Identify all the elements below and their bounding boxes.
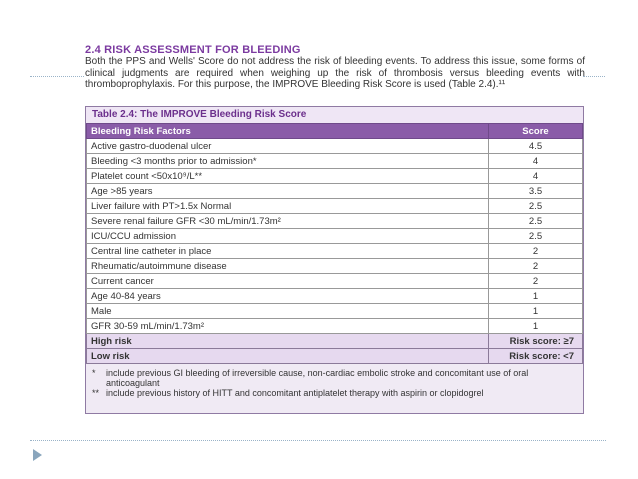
risk-factor-cell: ICU/CCU admission — [87, 229, 489, 244]
footnote-mark: ** — [92, 388, 100, 398]
table-caption: Table 2.4: The IMPROVE Bleeding Risk Score — [86, 107, 583, 123]
table-row — [87, 319, 583, 334]
slide-divider-bottom — [30, 440, 606, 441]
table-row — [87, 169, 583, 184]
header-score: Score — [489, 124, 583, 139]
table-row — [87, 184, 583, 199]
score-cell: 4 — [489, 169, 583, 184]
table-footnotes — [86, 364, 583, 398]
risk-factor-cell: Rheumatic/autoimmune disease — [87, 259, 489, 274]
table-row — [87, 229, 583, 244]
risk-level-score: Risk score: ≥7 — [489, 334, 583, 349]
slide-divider-top-right — [583, 76, 605, 77]
table-body — [87, 139, 583, 364]
score-cell: 2.5 — [489, 199, 583, 214]
score-cell: 3.5 — [489, 184, 583, 199]
score-cell: 2.5 — [489, 214, 583, 229]
table-row — [87, 154, 583, 169]
risk-factor-cell: Current cancer — [87, 274, 489, 289]
slide-divider-top-left — [30, 76, 84, 77]
risk-level-row — [87, 334, 583, 349]
risk-factor-cell: Male — [87, 304, 489, 319]
table-row — [87, 139, 583, 154]
risk-level-label: Low risk — [87, 349, 489, 364]
risk-factor-cell: Bleeding <3 months prior to admission* — [87, 154, 489, 169]
table-row — [87, 274, 583, 289]
risk-factor-cell: Age >85 years — [87, 184, 489, 199]
footnote-text: include previous GI bleeding of irreversible cause, non-cardiac embolic stroke and concomitant use of oral anticoagulant — [106, 368, 529, 388]
risk-factor-cell: Liver failure with PT>1.5x Normal — [87, 199, 489, 214]
risk-factor-cell: Severe renal failure GFR <30 mL/min/1.73m² — [87, 214, 489, 229]
risk-factor-cell: GFR 30-59 mL/min/1.73m² — [87, 319, 489, 334]
table-row — [87, 304, 583, 319]
score-cell: 4.5 — [489, 139, 583, 154]
header-factor: Bleeding Risk Factors — [87, 124, 489, 139]
risk-level-label: High risk — [87, 334, 489, 349]
table-row — [87, 244, 583, 259]
score-cell: 2 — [489, 274, 583, 289]
risk-factor-cell: Platelet count <50x10⁹/L** — [87, 169, 489, 184]
risk-score-table-panel — [85, 106, 584, 414]
score-cell: 1 — [489, 289, 583, 304]
score-cell: 1 — [489, 304, 583, 319]
score-cell: 1 — [489, 319, 583, 334]
section-title: 2.4 RISK ASSESSMENT FOR BLEEDING — [85, 44, 301, 56]
risk-level-row — [87, 349, 583, 364]
slide-bullet-icon — [33, 449, 42, 461]
score-cell: 2 — [489, 244, 583, 259]
table-row — [87, 289, 583, 304]
score-cell: 2 — [489, 259, 583, 274]
footnote-mark: * — [92, 368, 96, 378]
footnote — [92, 388, 577, 398]
risk-factor-cell: Age 40-84 years — [87, 289, 489, 304]
risk-level-score: Risk score: <7 — [489, 349, 583, 364]
table-header-row — [87, 124, 583, 139]
footnote-text: include previous history of HITT and concomitant antiplatelet therapy with aspirin or clopidogrel — [106, 388, 484, 398]
score-cell: 2.5 — [489, 229, 583, 244]
score-cell: 4 — [489, 154, 583, 169]
table-row — [87, 214, 583, 229]
table-row — [87, 259, 583, 274]
table-row — [87, 199, 583, 214]
footnote — [92, 368, 577, 388]
risk-score-table — [86, 123, 583, 364]
risk-factor-cell: Active gastro-duodenal ulcer — [87, 139, 489, 154]
intro-paragraph: Both the PPS and Wells' Score do not address the risk of bleeding events. To address this issue, some forms of clinical judgments are required when weighing up the risk of thrombosis versus bleeding events with thromboprophylaxis. For this purpose, the IMPROVE Bleeding Risk Score is used (Table 2.4).¹¹ — [85, 56, 585, 90]
risk-factor-cell: Central line catheter in place — [87, 244, 489, 259]
